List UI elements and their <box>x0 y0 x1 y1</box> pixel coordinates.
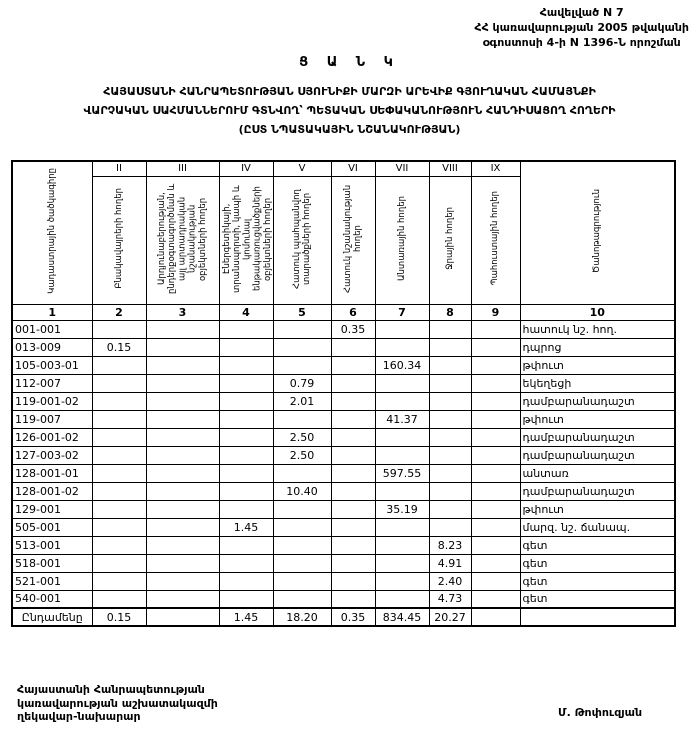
cell-value <box>429 518 471 536</box>
cell-value: 10.40 <box>273 482 331 500</box>
cell-value <box>146 536 219 554</box>
cell-value: 4.91 <box>429 554 471 572</box>
cell-value <box>273 320 331 338</box>
cell-value <box>471 590 520 608</box>
cell-value <box>429 320 471 338</box>
cell-value <box>375 572 429 590</box>
cell-value <box>273 500 331 518</box>
cell-value: 2.50 <box>273 446 331 464</box>
cell-value <box>273 536 331 554</box>
cell-value <box>331 554 375 572</box>
appendix-line-2: ՀՀ կառավարության 2005 թվականի <box>474 21 689 34</box>
cell-value <box>92 410 146 428</box>
cell-note: գետ <box>520 554 675 572</box>
cell-cadastral-code: 105-003-01 <box>12 356 92 374</box>
header-note <box>520 161 675 304</box>
table-row <box>12 446 675 464</box>
cell-value <box>429 482 471 500</box>
cell-value <box>146 500 219 518</box>
cell-value <box>471 428 520 446</box>
cell-value <box>273 554 331 572</box>
cell-cadastral-code: 505-001 <box>12 518 92 536</box>
appendix-header <box>474 5 689 50</box>
cell-value <box>331 356 375 374</box>
signatory-line-3: ղեկավար-նախարար <box>17 710 141 723</box>
signatory-line-1: Հայաստանի Հանրապետության <box>17 683 205 696</box>
cell-value <box>375 518 429 536</box>
header-forest-lands: Անտառային հողեր <box>375 176 429 304</box>
cell-value <box>219 572 273 590</box>
signatory-title-block <box>17 683 218 724</box>
roman-V: V <box>273 161 331 176</box>
cell-value <box>375 536 429 554</box>
cell-value: 597.55 <box>375 464 429 482</box>
cell-value <box>146 464 219 482</box>
appendix-line-3: օգոստոսի 4-ի N 1396-Ն որոշման <box>482 36 681 49</box>
cell-cadastral-code: 128-001-01 <box>12 464 92 482</box>
roman-VIII: VIII <box>429 161 471 176</box>
cell-value: 1.45 <box>219 518 273 536</box>
cell-value: 8.23 <box>429 536 471 554</box>
cell-cadastral-code: 128-001-02 <box>12 482 92 500</box>
cell-value <box>375 374 429 392</box>
cell-value <box>331 590 375 608</box>
table-row <box>12 590 675 608</box>
total-row <box>12 608 675 626</box>
cell-value: 18.20 <box>273 608 331 626</box>
table-row <box>12 410 675 428</box>
cell-value: 160.34 <box>375 356 429 374</box>
cell-value <box>429 446 471 464</box>
header-cadastral-code <box>12 161 92 304</box>
col-num-10: 10 <box>520 304 675 320</box>
cell-value: 2.01 <box>273 392 331 410</box>
cell-value <box>429 356 471 374</box>
cell-cadastral-code: 126-001-02 <box>12 428 92 446</box>
cell-value <box>92 572 146 590</box>
cell-cadastral-code: 119-007 <box>12 410 92 428</box>
col-num-9: 9 <box>471 304 520 320</box>
cell-value <box>146 518 219 536</box>
cell-value <box>146 356 219 374</box>
land-table <box>11 160 676 627</box>
col-num-6: 6 <box>331 304 375 320</box>
cell-note: թփուտ <box>520 500 675 518</box>
table-row <box>12 554 675 572</box>
table-header <box>12 161 675 320</box>
cell-note: դամբարանադաշտ <box>520 392 675 410</box>
roman-VI: VI <box>331 161 375 176</box>
table-row <box>12 464 675 482</box>
cell-value: 0.79 <box>273 374 331 392</box>
cell-value <box>92 482 146 500</box>
roman-numeral-row <box>12 161 675 176</box>
cell-value <box>331 572 375 590</box>
cell-cadastral-code: 521-001 <box>12 572 92 590</box>
cell-value <box>146 572 219 590</box>
cell-cadastral-code: 013-009 <box>12 338 92 356</box>
cell-cadastral-code: 119-001-02 <box>12 392 92 410</box>
col-num-8: 8 <box>429 304 471 320</box>
table-row <box>12 356 675 374</box>
header-reserve-lands: Պահուստային հողեր <box>471 176 520 304</box>
cell-value <box>471 374 520 392</box>
cell-value <box>331 536 375 554</box>
cell-value <box>92 536 146 554</box>
cell-value <box>146 338 219 356</box>
cell-value <box>219 428 273 446</box>
cell-value <box>146 482 219 500</box>
cell-value <box>92 590 146 608</box>
cell-value <box>331 482 375 500</box>
cell-value <box>375 482 429 500</box>
table-row <box>12 374 675 392</box>
cell-value <box>146 410 219 428</box>
cell-value <box>273 590 331 608</box>
cell-value <box>146 608 219 626</box>
total-label: Ընդամենը <box>12 608 92 626</box>
cell-value: 1.45 <box>219 608 273 626</box>
table-row <box>12 338 675 356</box>
cell-value <box>471 446 520 464</box>
cell-value <box>471 392 520 410</box>
table-row <box>12 482 675 500</box>
table-row <box>12 320 675 338</box>
cell-note: եկեղեցի <box>520 374 675 392</box>
cell-cadastral-code: 518-001 <box>12 554 92 572</box>
cell-value <box>471 482 520 500</box>
document-heading: Ց Ա Ն Կ <box>299 55 400 70</box>
cell-value: 0.35 <box>331 608 375 626</box>
title-block <box>0 55 699 139</box>
cell-value <box>273 338 331 356</box>
cell-value <box>375 446 429 464</box>
cell-value <box>331 446 375 464</box>
cell-note <box>520 608 675 626</box>
cell-value <box>92 320 146 338</box>
cell-value <box>471 536 520 554</box>
cell-value <box>273 410 331 428</box>
cell-value <box>331 500 375 518</box>
cell-value <box>146 590 219 608</box>
table-row <box>12 500 675 518</box>
roman-IV: IV <box>219 161 273 176</box>
cell-note: հատուկ նշ. հող. <box>520 320 675 338</box>
col-num-1: 1 <box>12 304 92 320</box>
title-line-2: ՎԱՐՉԱԿԱՆ ՍԱՀՄԱՆՆԵՐՈՒՄ ԳՏՆՎՈՂ՝ ՊԵՏԱԿԱՆ ՍԵՓԱԿԱՆՈՒԹՅՈՒՆ ՀԱՆԴԻՍԱՑՈՂ ՀՈՂԵՐԻ <box>83 104 616 117</box>
cell-note: գետ <box>520 590 675 608</box>
cell-value <box>471 410 520 428</box>
title-line-3: (ԸՍՏ ՆՊԱՏԱԿԱՅԻՆ ՆՇԱՆԱԿՈՒԹՅԱՆ) <box>238 123 461 136</box>
title-line-1: ՀԱՅԱՍՏԱՆԻ ՀԱՆՐԱՊԵՏՈՒԹՅԱՆ ՍՅՈՒՆԻՔԻ ՄԱՐԶԻ ԱՐԵՎԻՔ ԳՅՈՒՂԱԿԱՆ ՀԱՄԱՅՆՔԻ <box>103 85 596 98</box>
cell-value <box>219 500 273 518</box>
cell-value <box>471 500 520 518</box>
cell-cadastral-code: 127-003-02 <box>12 446 92 464</box>
cell-value <box>331 392 375 410</box>
appendix-line-1: Հավելված N 7 <box>539 6 624 19</box>
cell-value <box>219 554 273 572</box>
cell-note: դամբարանադաշտ <box>520 482 675 500</box>
cell-note: թփուտ <box>520 356 675 374</box>
cell-value <box>331 518 375 536</box>
cell-value <box>92 356 146 374</box>
cell-note: թփուտ <box>520 410 675 428</box>
cell-note: դպրոց <box>520 338 675 356</box>
cell-value <box>331 464 375 482</box>
cell-value: 20.27 <box>429 608 471 626</box>
cell-value <box>146 374 219 392</box>
cell-value <box>429 410 471 428</box>
cell-value <box>92 392 146 410</box>
cell-value <box>375 590 429 608</box>
col-num-7: 7 <box>375 304 429 320</box>
header-note-label: Ծանոթագրություն <box>592 189 603 274</box>
roman-VII: VII <box>375 161 429 176</box>
cell-value <box>146 428 219 446</box>
cell-value <box>471 554 520 572</box>
cell-note: անտառ <box>520 464 675 482</box>
col-num-4: 4 <box>219 304 273 320</box>
header-cadastral-code-label: Կադաստրային ծածկագիրը <box>47 168 58 295</box>
cell-value <box>375 392 429 410</box>
cell-value <box>331 374 375 392</box>
cell-value <box>273 518 331 536</box>
cell-value <box>219 410 273 428</box>
table-body <box>12 320 675 626</box>
cell-value: 4.73 <box>429 590 471 608</box>
cell-cadastral-code: 129-001 <box>12 500 92 518</box>
cell-value <box>375 428 429 446</box>
cell-value <box>219 374 273 392</box>
col-num-2: 2 <box>92 304 146 320</box>
cell-value <box>92 518 146 536</box>
header-infrastructure-lands: Էներգետիկայի, տրանսպորտի, կապի և կոմունալ ենթակառուցվածքների օբյեկտների հողեր <box>219 176 273 304</box>
roman-IX: IX <box>471 161 520 176</box>
cell-value <box>429 374 471 392</box>
cell-value: 2.50 <box>273 428 331 446</box>
header-settlement-lands: Բնակավայրերի հողեր <box>92 176 146 304</box>
cell-value <box>375 338 429 356</box>
column-number-row <box>12 304 675 320</box>
signatory-name: Մ. Թոփուզյան <box>558 706 643 719</box>
cell-note: դամբարանադաշտ <box>520 428 675 446</box>
cell-note: դամբարանադաշտ <box>520 446 675 464</box>
cell-value <box>92 500 146 518</box>
cell-value: 0.15 <box>92 608 146 626</box>
cell-value <box>471 608 520 626</box>
header-protected-lands: Հատուկ պահպանվող տարածքների հողեր <box>273 176 331 304</box>
cell-note: գետ <box>520 536 675 554</box>
table-row <box>12 392 675 410</box>
table-row <box>12 428 675 446</box>
cell-cadastral-code: 513-001 <box>12 536 92 554</box>
cell-note: մարզ. նշ. ճանապ. <box>520 518 675 536</box>
col-num-3: 3 <box>146 304 219 320</box>
cell-value <box>219 446 273 464</box>
roman-II: II <box>92 161 146 176</box>
cell-value <box>273 464 331 482</box>
cell-cadastral-code: 112-007 <box>12 374 92 392</box>
roman-III: III <box>146 161 219 176</box>
table-row <box>12 518 675 536</box>
cell-value <box>429 500 471 518</box>
cell-value <box>219 320 273 338</box>
cell-value <box>273 356 331 374</box>
cell-value <box>219 338 273 356</box>
cell-value: 0.15 <box>92 338 146 356</box>
cell-value: 2.40 <box>429 572 471 590</box>
cell-value <box>92 446 146 464</box>
cell-value: 35.19 <box>375 500 429 518</box>
col-num-5: 5 <box>273 304 331 320</box>
signatory-line-2: կառավարության աշխատակազմի <box>17 696 218 710</box>
table-row <box>12 536 675 554</box>
cell-value <box>471 518 520 536</box>
cell-value <box>429 338 471 356</box>
cell-value <box>331 410 375 428</box>
table-row <box>12 572 675 590</box>
cell-value <box>92 428 146 446</box>
cell-value <box>471 338 520 356</box>
cell-value <box>219 392 273 410</box>
cell-value <box>219 482 273 500</box>
cell-value <box>471 356 520 374</box>
cell-value <box>219 356 273 374</box>
cell-value <box>92 374 146 392</box>
cell-value <box>92 554 146 572</box>
cell-value <box>92 464 146 482</box>
cell-cadastral-code: 001-001 <box>12 320 92 338</box>
cell-value <box>471 572 520 590</box>
cell-value: 834.45 <box>375 608 429 626</box>
cell-value <box>146 446 219 464</box>
header-special-lands: Հատուկ նշանակության հողեր <box>331 176 375 304</box>
header-water-lands: Ջրային հողեր <box>429 176 471 304</box>
cell-value <box>273 572 331 590</box>
cell-value <box>429 428 471 446</box>
cell-value: 0.35 <box>331 320 375 338</box>
cell-value <box>471 464 520 482</box>
header-industrial-lands: Արդյունաբերության, ընդերքօգտագործման և այլ արտադրական նշանակության օբյեկտների հողեր <box>146 176 219 304</box>
cell-value <box>146 392 219 410</box>
cell-note: գետ <box>520 572 675 590</box>
cell-value <box>146 320 219 338</box>
cell-value <box>375 554 429 572</box>
cell-value <box>219 464 273 482</box>
cell-value <box>471 320 520 338</box>
cell-value <box>429 392 471 410</box>
cell-value <box>219 590 273 608</box>
cell-cadastral-code: 540-001 <box>12 590 92 608</box>
cell-value <box>375 320 429 338</box>
cell-value <box>146 554 219 572</box>
cell-value <box>331 428 375 446</box>
cell-value <box>219 536 273 554</box>
cell-value <box>331 338 375 356</box>
cell-value <box>429 464 471 482</box>
cell-value: 41.37 <box>375 410 429 428</box>
